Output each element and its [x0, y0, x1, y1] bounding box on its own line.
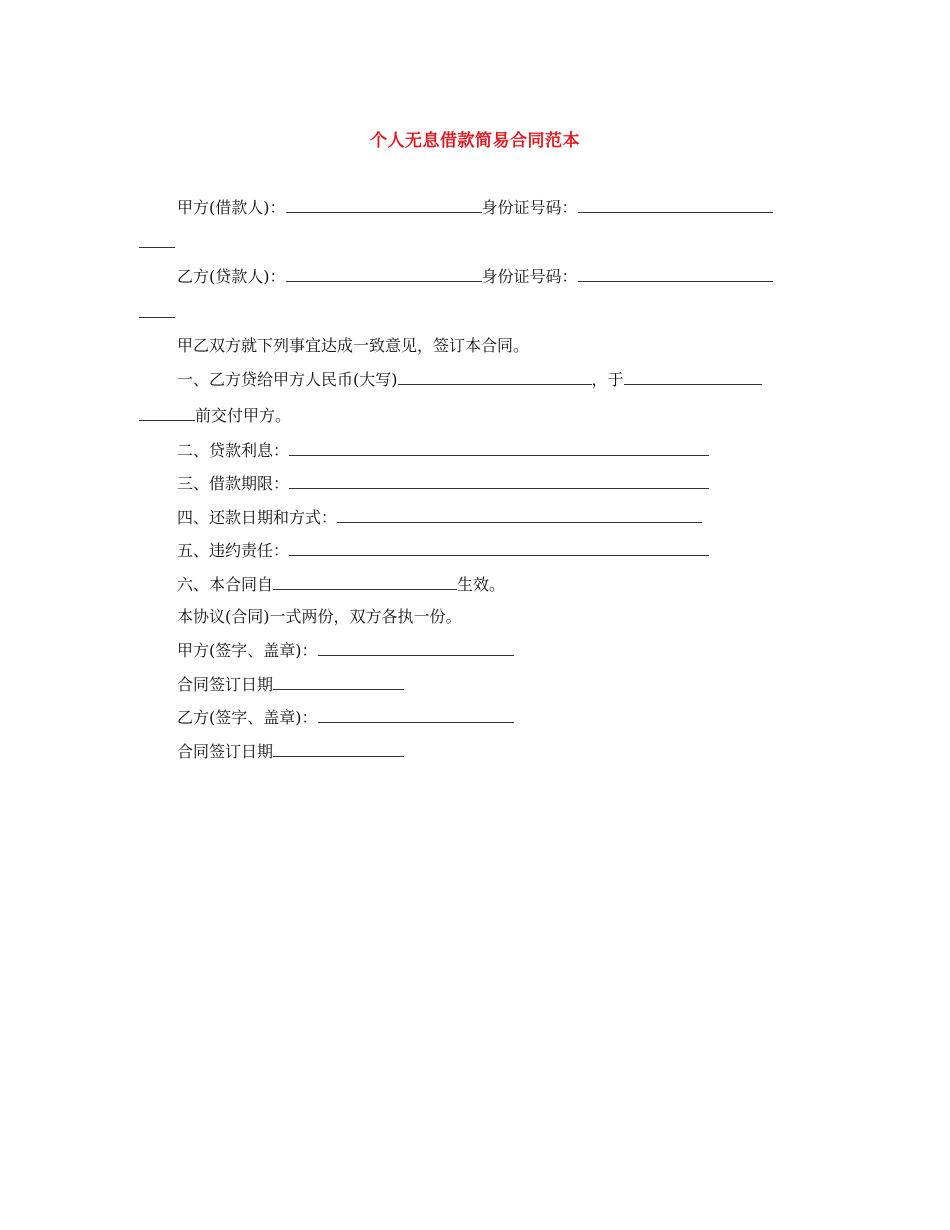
party-a-label: 甲方(借款人)：	[177, 198, 286, 217]
item5-label: 五、违约责任：	[177, 541, 290, 560]
party-b-line	[177, 266, 773, 287]
sign-b-label: 乙方(签字、盖章)：	[177, 708, 318, 727]
sign-b-line	[177, 707, 514, 728]
copies-line: 本协议(合同)一式两份，双方各执一份。	[177, 607, 462, 626]
party-a-id-blank[interactable]	[578, 197, 773, 213]
party-a-id-label: 身份证号码：	[481, 198, 578, 217]
date-b-label: 合同签订日期	[177, 742, 274, 761]
item6-line	[177, 574, 505, 595]
sign-a-line	[177, 640, 514, 661]
agreement-line: 甲乙双方就下列事宜达成一致意见，签订本合同。	[177, 336, 530, 355]
date-b-line	[177, 741, 404, 762]
party-b-id-blank-wrap	[139, 317, 175, 318]
amount-blank[interactable]	[398, 369, 592, 385]
party-b-label: 乙方(贷款人)：	[177, 267, 286, 286]
party-b-blank[interactable]	[286, 266, 482, 282]
effective-date-blank[interactable]	[273, 574, 457, 590]
date-a-label: 合同签订日期	[177, 675, 274, 694]
sign-a-label: 甲方(签字、盖章)：	[177, 641, 318, 660]
payment-date-blank-wrap[interactable]	[139, 405, 195, 421]
party-a-blank[interactable]	[286, 197, 482, 213]
liability-blank[interactable]	[289, 540, 709, 556]
page-title: 个人无息借款简易合同范本	[370, 131, 580, 151]
item4-line	[177, 507, 702, 528]
item3-label: 三、借款期限：	[177, 474, 290, 493]
item4-label: 四、还款日期和方式：	[177, 508, 338, 527]
sign-a-blank[interactable]	[318, 640, 514, 656]
item1-line	[177, 369, 762, 390]
item6-pre: 六、本合同自	[177, 575, 274, 594]
date-b-blank[interactable]	[273, 741, 404, 757]
date-a-blank[interactable]	[273, 674, 404, 690]
item3-line	[177, 473, 709, 494]
party-a-id-blank-wrap	[139, 247, 175, 248]
interest-blank[interactable]	[289, 440, 709, 456]
item1-mid: ，于	[591, 370, 624, 389]
item2-line	[177, 440, 709, 461]
item1-post: 前交付甲方。	[195, 406, 292, 425]
term-blank[interactable]	[289, 473, 709, 489]
party-a-line	[177, 197, 773, 218]
payment-date-blank[interactable]	[624, 369, 762, 385]
party-b-id-label: 身份证号码：	[481, 267, 578, 286]
sign-b-blank[interactable]	[318, 707, 514, 723]
item5-line	[177, 540, 709, 561]
repayment-blank[interactable]	[337, 507, 702, 523]
item1-pre: 一、乙方贷给甲方人民币(大写)	[177, 370, 398, 389]
item1-cont-line	[139, 405, 291, 426]
party-b-id-blank[interactable]	[578, 266, 773, 282]
date-a-line	[177, 674, 404, 695]
item6-post: 生效。	[457, 575, 506, 594]
item2-label: 二、贷款利息：	[177, 441, 290, 460]
